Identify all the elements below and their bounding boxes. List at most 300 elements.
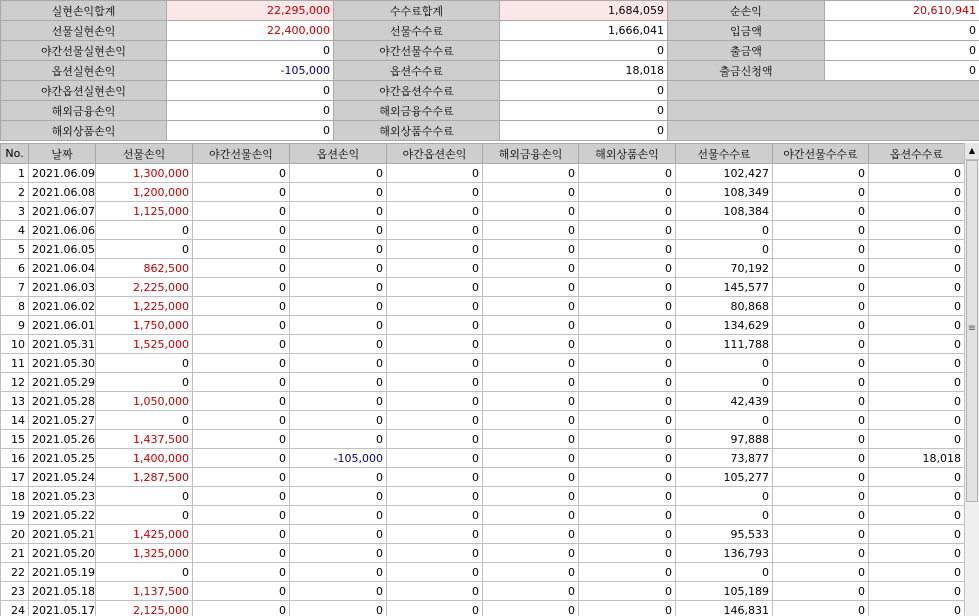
date-cell: 2021.06.01: [29, 316, 96, 335]
table-row[interactable]: [1, 601, 965, 616]
value-cell: 0: [676, 487, 773, 506]
row-number-cell: 2: [1, 183, 29, 202]
summary-row: [1, 21, 979, 41]
row-number-cell: 3: [1, 202, 29, 221]
value-cell: 0: [579, 183, 676, 202]
column-header[interactable]: 옵션수수료: [869, 144, 965, 164]
value-cell: 0: [483, 468, 579, 487]
column-header[interactable]: 옵션손익: [290, 144, 387, 164]
value-cell: 0: [773, 373, 869, 392]
date-cell: 2021.06.09: [29, 164, 96, 183]
date-cell: 2021.06.07: [29, 202, 96, 221]
value-cell: 0: [193, 164, 290, 183]
table-row[interactable]: [1, 240, 965, 259]
value-cell: 0: [579, 582, 676, 601]
summary-label: 야간선물수수료: [334, 41, 500, 61]
summary-value: 22,295,000: [167, 1, 334, 21]
value-cell: 0: [579, 202, 676, 221]
value-cell: 0: [290, 240, 387, 259]
value-cell: 0: [869, 297, 965, 316]
summary-value: 0: [500, 101, 668, 121]
value-cell: 0: [290, 582, 387, 601]
value-cell: 0: [193, 449, 290, 468]
value-cell: 0: [387, 183, 483, 202]
value-cell: 0: [676, 411, 773, 430]
value-cell: 0: [290, 259, 387, 278]
summary-label: 입금액: [668, 21, 825, 41]
date-cell: 2021.06.03: [29, 278, 96, 297]
column-header[interactable]: 선물손익: [96, 144, 193, 164]
value-cell: 42,439: [676, 392, 773, 411]
value-cell: 111,788: [676, 335, 773, 354]
table-row[interactable]: [1, 544, 965, 563]
value-cell: 0: [96, 563, 193, 582]
summary-value: 0: [825, 41, 979, 61]
date-cell: 2021.05.28: [29, 392, 96, 411]
value-cell: 0: [676, 563, 773, 582]
value-cell: 0: [579, 297, 676, 316]
table-row[interactable]: [1, 354, 965, 373]
value-cell: 1,050,000: [96, 392, 193, 411]
date-cell: 2021.06.04: [29, 259, 96, 278]
value-cell: 0: [483, 525, 579, 544]
row-number-cell: 19: [1, 506, 29, 525]
value-cell: 70,192: [676, 259, 773, 278]
value-cell: 1,200,000: [96, 183, 193, 202]
value-cell: 0: [96, 373, 193, 392]
summary-label: 옵션실현손익: [1, 61, 167, 81]
value-cell: 1,750,000: [96, 316, 193, 335]
table-row[interactable]: [1, 430, 965, 449]
row-number-cell: 4: [1, 221, 29, 240]
value-cell: 0: [869, 335, 965, 354]
table-row[interactable]: [1, 582, 965, 601]
value-cell: 0: [193, 297, 290, 316]
value-cell: 0: [387, 430, 483, 449]
value-cell: 0: [773, 164, 869, 183]
summary-row: [1, 121, 979, 141]
row-number-cell: 20: [1, 525, 29, 544]
value-cell: 0: [579, 506, 676, 525]
date-cell: 2021.05.18: [29, 582, 96, 601]
value-cell: 105,189: [676, 582, 773, 601]
value-cell: 0: [773, 449, 869, 468]
summary-empty-cell: [668, 81, 979, 101]
value-cell: 0: [869, 183, 965, 202]
value-cell: 0: [193, 202, 290, 221]
value-cell: 0: [579, 221, 676, 240]
table-row[interactable]: [1, 392, 965, 411]
column-header[interactable]: 해외금융손익: [483, 144, 579, 164]
column-header[interactable]: 야간선물손익: [193, 144, 290, 164]
value-cell: 0: [483, 392, 579, 411]
summary-value: 0: [167, 101, 334, 121]
value-cell: 0: [579, 563, 676, 582]
value-cell: 0: [579, 354, 676, 373]
value-cell: 0: [290, 278, 387, 297]
value-cell: 0: [387, 297, 483, 316]
summary-value: 18,018: [500, 61, 668, 81]
value-cell: 0: [387, 316, 483, 335]
value-cell: 0: [869, 354, 965, 373]
table-row[interactable]: [1, 335, 965, 354]
scroll-up-arrow-icon[interactable]: ▲: [965, 143, 979, 160]
table-row[interactable]: [1, 373, 965, 392]
summary-row: [1, 41, 979, 61]
row-number-cell: 18: [1, 487, 29, 506]
row-number-cell: 24: [1, 601, 29, 616]
value-cell: 0: [290, 487, 387, 506]
summary-value: 0: [825, 61, 979, 81]
table-row[interactable]: [1, 563, 965, 582]
value-cell: 0: [579, 468, 676, 487]
value-cell: 0: [387, 506, 483, 525]
value-cell: 0: [579, 430, 676, 449]
value-cell: 0: [579, 411, 676, 430]
table-row[interactable]: [1, 506, 965, 525]
value-cell: 0: [483, 278, 579, 297]
value-cell: 0: [869, 221, 965, 240]
value-cell: 0: [579, 373, 676, 392]
summary-label: 출금신청액: [668, 61, 825, 81]
value-cell: 0: [483, 487, 579, 506]
value-cell: 0: [290, 544, 387, 563]
value-cell: 0: [773, 430, 869, 449]
date-cell: 2021.06.05: [29, 240, 96, 259]
value-cell: 18,018: [869, 449, 965, 468]
summary-label: 야간선물실현손익: [1, 41, 167, 61]
table-row[interactable]: [1, 525, 965, 544]
value-cell: 0: [387, 259, 483, 278]
summary-empty-cell: [668, 101, 979, 121]
value-cell: 105,277: [676, 468, 773, 487]
value-cell: 0: [387, 354, 483, 373]
value-cell: 0: [676, 354, 773, 373]
summary-empty-cell: [668, 121, 979, 141]
value-cell: 1,137,500: [96, 582, 193, 601]
value-cell: 0: [483, 354, 579, 373]
value-cell: 0: [483, 373, 579, 392]
value-cell: 2,125,000: [96, 601, 193, 616]
value-cell: 0: [869, 506, 965, 525]
summary-label: 해외상품손익: [1, 121, 167, 141]
summary-panel: [0, 0, 979, 136]
summary-label: 해외금융수수료: [334, 101, 500, 121]
table-row[interactable]: [1, 411, 965, 430]
value-cell: 0: [676, 373, 773, 392]
table-row[interactable]: [1, 449, 965, 468]
date-cell: 2021.05.26: [29, 430, 96, 449]
summary-label: 수수료합계: [334, 1, 500, 21]
summary-value: 0: [167, 121, 334, 141]
row-number-cell: 1: [1, 164, 29, 183]
value-cell: 0: [290, 506, 387, 525]
value-cell: 0: [290, 221, 387, 240]
value-cell: 102,427: [676, 164, 773, 183]
value-cell: 0: [387, 582, 483, 601]
value-cell: 1,400,000: [96, 449, 193, 468]
row-number-cell: 9: [1, 316, 29, 335]
value-cell: 0: [193, 468, 290, 487]
value-cell: 0: [483, 411, 579, 430]
summary-label: 야간옵션실현손익: [1, 81, 167, 101]
value-cell: 1,425,000: [96, 525, 193, 544]
value-cell: 0: [773, 316, 869, 335]
row-number-cell: 8: [1, 297, 29, 316]
column-header[interactable]: 야간옵션손익: [387, 144, 483, 164]
value-cell: 0: [773, 259, 869, 278]
value-cell: 0: [387, 373, 483, 392]
value-cell: 1,225,000: [96, 297, 193, 316]
value-cell: 0: [483, 164, 579, 183]
table-row[interactable]: [1, 316, 965, 335]
value-cell: 0: [773, 601, 869, 616]
value-cell: 0: [387, 487, 483, 506]
date-cell: 2021.05.24: [29, 468, 96, 487]
value-cell: 0: [869, 601, 965, 616]
row-number-cell: 6: [1, 259, 29, 278]
row-number-cell: 21: [1, 544, 29, 563]
value-cell: 0: [869, 259, 965, 278]
value-cell: 146,831: [676, 601, 773, 616]
value-cell: 0: [387, 335, 483, 354]
value-cell: 0: [773, 354, 869, 373]
value-cell: 0: [773, 544, 869, 563]
value-cell: 0: [869, 563, 965, 582]
table-row[interactable]: [1, 259, 965, 278]
date-cell: 2021.06.06: [29, 221, 96, 240]
value-cell: 0: [193, 354, 290, 373]
table-row[interactable]: [1, 221, 965, 240]
value-cell: 0: [773, 240, 869, 259]
value-cell: 0: [773, 563, 869, 582]
value-cell: 0: [869, 411, 965, 430]
value-cell: 0: [96, 240, 193, 259]
summary-table: [0, 0, 979, 141]
table-row[interactable]: [1, 202, 965, 221]
column-header[interactable]: 해외상품손익: [579, 144, 676, 164]
value-cell: 0: [193, 544, 290, 563]
summary-value: 0: [500, 81, 668, 101]
row-number-cell: 14: [1, 411, 29, 430]
value-cell: 0: [773, 411, 869, 430]
value-cell: 0: [387, 202, 483, 221]
column-header[interactable]: 날짜: [29, 144, 96, 164]
summary-value: 0: [500, 41, 668, 61]
value-cell: 95,533: [676, 525, 773, 544]
summary-value: 1,684,059: [500, 1, 668, 21]
value-cell: 0: [387, 392, 483, 411]
table-row[interactable]: [1, 297, 965, 316]
value-cell: 0: [483, 430, 579, 449]
table-row[interactable]: [1, 183, 965, 202]
column-header[interactable]: 선물수수료: [676, 144, 773, 164]
value-cell: 134,629: [676, 316, 773, 335]
value-cell: 0: [869, 373, 965, 392]
value-cell: 0: [387, 544, 483, 563]
value-cell: 0: [193, 373, 290, 392]
value-cell: 0: [579, 392, 676, 411]
value-cell: 0: [193, 335, 290, 354]
value-cell: 0: [387, 563, 483, 582]
column-header[interactable]: 야간선물수수료: [773, 144, 869, 164]
value-cell: 0: [96, 354, 193, 373]
value-cell: 0: [483, 582, 579, 601]
table-row[interactable]: [1, 278, 965, 297]
summary-label: 옵션수수료: [334, 61, 500, 81]
value-cell: 0: [676, 506, 773, 525]
scroll-thumb[interactable]: [966, 160, 978, 502]
value-cell: 0: [290, 373, 387, 392]
date-cell: 2021.05.23: [29, 487, 96, 506]
value-cell: 0: [387, 240, 483, 259]
value-cell: 0: [869, 582, 965, 601]
value-cell: 0: [387, 411, 483, 430]
table-row[interactable]: [1, 468, 965, 487]
value-cell: 0: [193, 563, 290, 582]
summary-value: 20,610,941: [825, 1, 979, 21]
value-cell: 136,793: [676, 544, 773, 563]
value-cell: 0: [290, 468, 387, 487]
value-cell: 0: [773, 582, 869, 601]
value-cell: 0: [387, 221, 483, 240]
summary-row: [1, 101, 979, 121]
value-cell: 0: [290, 525, 387, 544]
value-cell: 0: [869, 544, 965, 563]
value-cell: 0: [869, 525, 965, 544]
value-cell: 0: [193, 582, 290, 601]
value-cell: 0: [773, 468, 869, 487]
value-cell: 0: [193, 430, 290, 449]
value-cell: 0: [387, 278, 483, 297]
row-number-cell: 12: [1, 373, 29, 392]
value-cell: 0: [579, 316, 676, 335]
value-cell: 0: [193, 506, 290, 525]
value-cell: 0: [579, 601, 676, 616]
value-cell: 1,325,000: [96, 544, 193, 563]
row-number-cell: 23: [1, 582, 29, 601]
summary-row: [1, 81, 979, 101]
row-number-cell: 7: [1, 278, 29, 297]
summary-label: 선물실현손익: [1, 21, 167, 41]
value-cell: 0: [193, 278, 290, 297]
value-cell: 0: [869, 430, 965, 449]
summary-label: 출금액: [668, 41, 825, 61]
value-cell: 0: [483, 297, 579, 316]
date-cell: 2021.05.20: [29, 544, 96, 563]
value-cell: 0: [290, 202, 387, 221]
value-cell: 0: [193, 259, 290, 278]
value-cell: 1,300,000: [96, 164, 193, 183]
column-header[interactable]: No.: [1, 144, 29, 164]
row-number-cell: 15: [1, 430, 29, 449]
value-cell: 0: [869, 202, 965, 221]
value-cell: -105,000: [290, 449, 387, 468]
value-cell: 0: [483, 335, 579, 354]
value-cell: 0: [290, 297, 387, 316]
value-cell: 1,125,000: [96, 202, 193, 221]
value-cell: 145,577: [676, 278, 773, 297]
value-cell: 0: [290, 392, 387, 411]
summary-value: 1,666,041: [500, 21, 668, 41]
value-cell: 0: [773, 183, 869, 202]
value-cell: 0: [483, 544, 579, 563]
value-cell: 0: [387, 468, 483, 487]
value-cell: 97,888: [676, 430, 773, 449]
value-cell: 0: [96, 487, 193, 506]
value-cell: 0: [290, 601, 387, 616]
value-cell: 0: [869, 278, 965, 297]
value-cell: 0: [773, 525, 869, 544]
value-cell: 0: [96, 221, 193, 240]
value-cell: 0: [483, 259, 579, 278]
summary-value: 0: [167, 41, 334, 61]
value-cell: 0: [193, 601, 290, 616]
value-cell: 0: [579, 487, 676, 506]
value-cell: 0: [773, 487, 869, 506]
value-cell: 0: [96, 506, 193, 525]
value-cell: 0: [193, 392, 290, 411]
value-cell: 0: [387, 525, 483, 544]
value-cell: 1,525,000: [96, 335, 193, 354]
value-cell: 0: [290, 563, 387, 582]
value-cell: 0: [773, 297, 869, 316]
summary-value: 0: [500, 121, 668, 141]
summary-label: 해외금융손익: [1, 101, 167, 121]
summary-label: 순손익: [668, 1, 825, 21]
summary-value: -105,000: [167, 61, 334, 81]
summary-value: 22,400,000: [167, 21, 334, 41]
value-cell: 0: [193, 487, 290, 506]
row-number-cell: 17: [1, 468, 29, 487]
value-cell: 0: [869, 392, 965, 411]
summary-row: [1, 1, 979, 21]
value-cell: 0: [773, 506, 869, 525]
value-cell: 0: [483, 240, 579, 259]
date-cell: 2021.06.02: [29, 297, 96, 316]
value-cell: 0: [579, 278, 676, 297]
value-cell: 0: [290, 354, 387, 373]
grid-header-row: [1, 144, 965, 164]
value-cell: 0: [869, 487, 965, 506]
grip-icon: ≡: [967, 323, 977, 334]
table-row[interactable]: [1, 164, 965, 183]
summary-label: 실현손익합계: [1, 1, 167, 21]
value-cell: 0: [869, 240, 965, 259]
vertical-scrollbar[interactable]: [964, 143, 979, 616]
value-cell: 0: [579, 335, 676, 354]
date-cell: 2021.05.30: [29, 354, 96, 373]
row-number-cell: 5: [1, 240, 29, 259]
summary-label: 해외상품수수료: [334, 121, 500, 141]
daily-pnl-table: [0, 143, 964, 616]
date-cell: 2021.05.25: [29, 449, 96, 468]
value-cell: 1,437,500: [96, 430, 193, 449]
value-cell: 0: [483, 316, 579, 335]
table-row[interactable]: [1, 487, 965, 506]
value-cell: 0: [483, 506, 579, 525]
value-cell: 0: [193, 183, 290, 202]
row-number-cell: 16: [1, 449, 29, 468]
value-cell: 108,384: [676, 202, 773, 221]
value-cell: 0: [483, 563, 579, 582]
value-cell: 0: [676, 221, 773, 240]
value-cell: 0: [579, 449, 676, 468]
value-cell: 0: [96, 411, 193, 430]
value-cell: 0: [773, 221, 869, 240]
daily-pnl-grid[interactable]: [0, 143, 964, 616]
row-number-cell: 10: [1, 335, 29, 354]
